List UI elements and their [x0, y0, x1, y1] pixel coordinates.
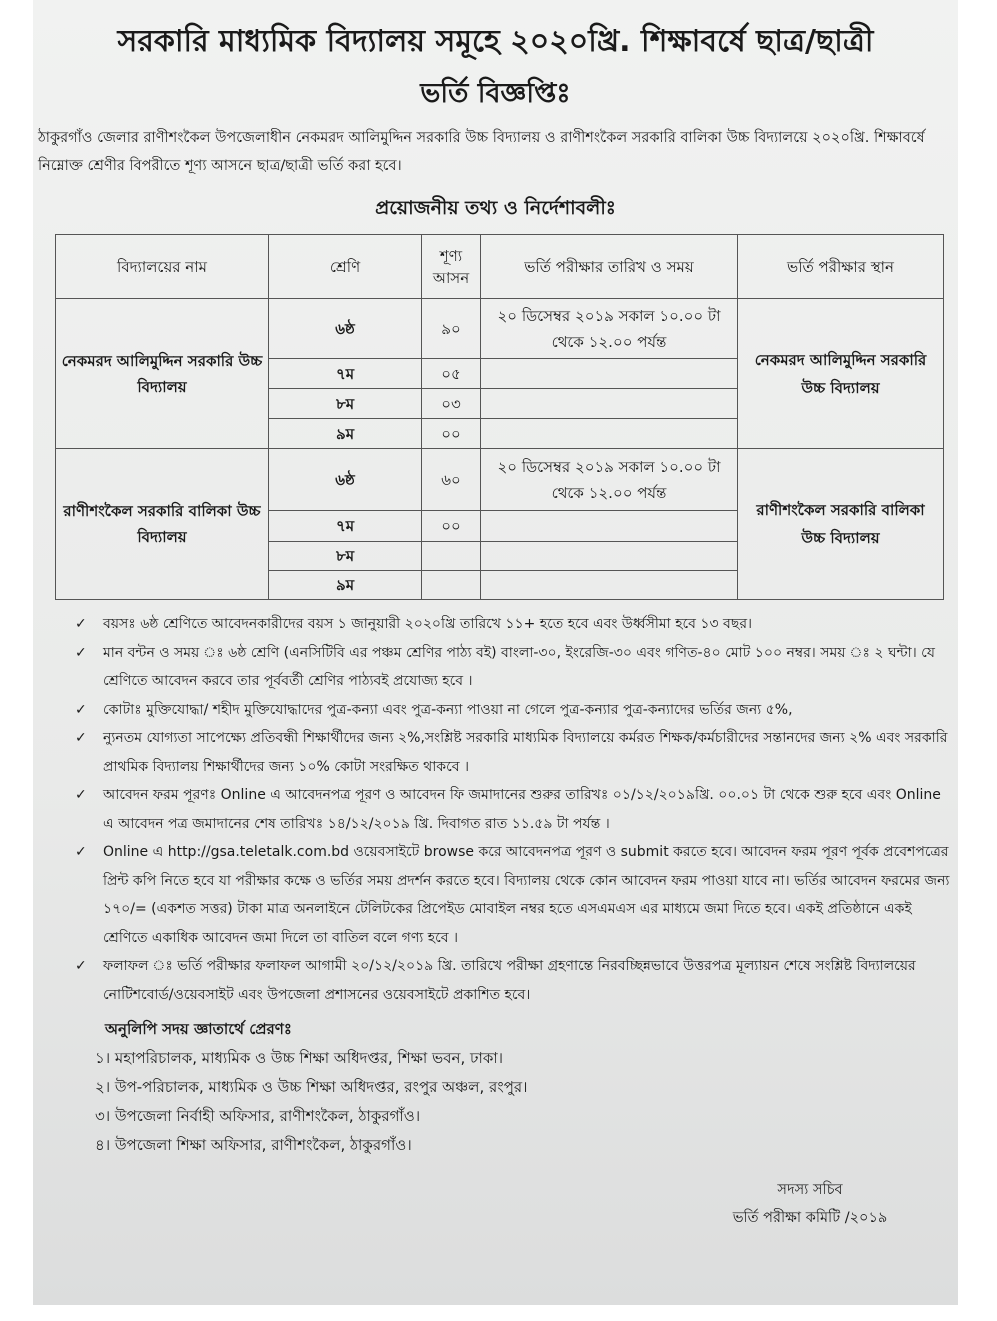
instruction-text: Online এ http://gsa.teletalk.com.bd ওয়েবসাইটে browse করে আবেদনপত্র পূরণ ও submit করতে হবে। আবেদন ফরম পূরণ পূর্বক প্রবেশপত্রের প্রিন্ট কপি নিতে হবে যা পরীক্ষার কক্ষে ও ভর্তির সময় প্রদর্শন করতে হবে। বিদ্যালয় থেকে কোন আবেদন ফরম পাওয়া যাবে না। ভর্তির আবেদন ফরমের জন্য ১৭০/= (একশত সত্তর) টাকা মাত্র অনলাইনে টেলিটকের প্রিপেইড মোবাইল নম্বর হতে এসএমএস এর মাধ্যমে জমা দিতে হবে। একই প্রতিষ্ঠানে একই শ্রেণিতে একাধিক আবেদন জমা দিলে তা বাতিল বলে গণ্য হবে । [103, 844, 950, 946]
exam-date-cell: ২০ ডিসেম্বর ২০১৯ সকাল ১০.০০ টা থেকে ১২.০০ পর্যন্ত [481, 449, 738, 511]
seats-cell: ০৫ [422, 359, 481, 389]
signature-committee: ভর্তি পরীক্ষা কমিটি /২০১৯ [732, 1210, 888, 1226]
copy-recipient: ১। মহাপরিচালক, মাধ্যমিক ও উচ্চ শিক্ষা অধিদপ্তর, শিক্ষা ভবন, ঢাকা। [95, 1049, 504, 1067]
instruction-text: বয়সঃ ৬ষ্ঠ শ্রেণিতে আবেদনকারীদের বয়স ১ জানুয়ারী ২০২০খ্রি তারিখে ১১+ হতে হবে এবং উর্ধ্বসীমা হবে ১৩ বছর। [103, 616, 753, 632]
class-cell: ৮ম [269, 542, 422, 571]
check-icon: ✓ [75, 787, 87, 803]
exam-date-cell [481, 542, 738, 571]
notice-paper [33, 0, 958, 1305]
school-name: নেকমরদ আলিমুদ্দিন সরকারি উচ্চ বিদ্যালয় [56, 299, 269, 449]
copy-recipient: ৪। উপজেলা শিক্ষা অফিসার, রাণীশংকৈল, ঠাকুরগাঁও। [95, 1136, 412, 1154]
copy-section [95, 1015, 958, 1160]
exam-date-cell [481, 359, 738, 389]
instruction-text: মান বন্টন ও সময় ঃ ৬ষ্ঠ শ্রেণি (এনসিটিবি এর পঞ্চম শ্রেণির পাঠ্য বই) বাংলা-৩০, ইংরেজি-৩০ এবং গণিত-৪০ মোট ১০০ নম্বর। সময় ঃ ২ ঘন্টা। যে শ্রেণিতে আবেদন করবে তার পূর্ববর্তী শ্রেণির পাঠ্যবই প্রযোজ্য হবে । [103, 644, 935, 689]
signature-title: সদস্য সচিব [777, 1182, 843, 1198]
seats-cell [422, 571, 481, 600]
admission-table [55, 234, 944, 600]
instruction-item [75, 639, 955, 696]
copy-recipient: ২। উপ-পরিচালক, মাধ্যমিক ও উচ্চ শিক্ষা অধিদপ্তর, রংপুর অঞ্চল, রংপুর। [95, 1078, 528, 1096]
school-name: রাণীশংকৈল সরকারি বালিকা উচ্চ বিদ্যালয় [56, 449, 269, 600]
header-class: শ্রেণি [269, 235, 422, 299]
notice-title: সরকারি মাধ্যমিক বিদ্যালয় সমূহে ২০২০খ্রি. শিক্ষাবর্ষে ছাত্র/ছাত্রী [117, 24, 874, 59]
check-icon: ✓ [75, 844, 87, 860]
exam-date-cell [481, 571, 738, 600]
table-row [56, 449, 944, 511]
signature-block [700, 1176, 920, 1232]
class-cell: ৯ম [269, 419, 422, 449]
class-cell: ৬ষ্ঠ [269, 449, 422, 511]
instruction-item [75, 696, 955, 725]
header-seats: শূণ্য আসন [422, 235, 481, 299]
header-date: ভর্তি পরীক্ষার তারিখ ও সময় [481, 235, 738, 299]
instruction-item [75, 952, 955, 1009]
instruction-item [75, 724, 955, 781]
notice-subtitle: ভর্তি বিজ্ঞপ্তিঃ [420, 78, 571, 109]
instruction-item [75, 838, 955, 952]
header-venue: ভর্তি পরীক্ষার স্থান [738, 235, 944, 299]
seats-cell: ০০ [422, 419, 481, 449]
seats-cell: ০০ [422, 511, 481, 542]
exam-venue: নেকমরদ আলিমুদ্দিন সরকারি উচ্চ বিদ্যালয় [738, 299, 944, 449]
table-header-row [56, 235, 944, 299]
class-cell: ৯ম [269, 571, 422, 600]
seats-cell: ৬০ [422, 449, 481, 511]
instruction-text: আবেদন ফরম পূরণঃ Online এ আবেদনপত্র পূরণ ও আবেদন ফি জমাদানের শুরুর তারিখঃ ০১/১২/২০১৯খ্রি. ০০.০১ টা থেকে শুরু হবে এবং Online এ আবেদন পত্র জমাদানের শেষ তারিখঃ ১৪/১২/২০১৯ খ্রি. দিবাগত রাত ১১.৫৯ টা পর্যন্ত । [103, 787, 941, 832]
exam-date-cell: ২০ ডিসেম্বর ২০১৯ সকাল ১০.০০ টা থেকে ১২.০০ পর্যন্ত [481, 299, 738, 359]
instruction-text: ন্যুনতম যোগ্যতা সাপেক্ষ্যে প্রতিবন্ধী শিক্ষার্থীদের জন্য ২%,সংশ্লিষ্ট সরকারি মাধ্যমিক বিদ্যালয়ে কর্মরত শিক্ষক/কর্মচারীদের সন্তানদের জন্য ২% এবং সরকারি প্রাথমিক বিদ্যালয় শিক্ষার্থীদের জন্য ১০% কোটা সংরক্ষিত থাকবে । [103, 730, 948, 775]
class-cell: ৭ম [269, 359, 422, 389]
class-cell: ৭ম [269, 511, 422, 542]
header-school: বিদ্যালয়ের নাম [56, 235, 269, 299]
instruction-text: ফলাফল ঃ ভর্তি পরীক্ষার ফলাফল আগামী ২০/১২/২০১৯ খ্রি. তারিখে পরীক্ষা গ্রহণান্তে নিরবচ্ছিন্নভাবে উত্তরপত্র মূল্যায়ন শেষে সংশ্লিষ্ট বিদ্যালয়ের নোটিশবোর্ড/ওয়েবসাইট এবং উপজেলা প্রশাসনের ওয়েবসাইটে প্রকাশিত হবে। [103, 958, 916, 1003]
check-icon: ✓ [75, 958, 87, 974]
seats-cell [422, 542, 481, 571]
check-icon: ✓ [75, 616, 87, 632]
copy-heading: অনুলিপি সদয় জ্ঞাতার্থে প্রেরণঃ [105, 1020, 292, 1038]
copy-recipient: ৩। উপজেলা নির্বাহী অফিসার, রাণীশংকৈল, ঠাকুরগাঁও। [95, 1107, 421, 1125]
check-icon: ✓ [75, 730, 87, 746]
exam-date-cell [481, 389, 738, 419]
seats-cell: ৯০ [422, 299, 481, 359]
check-icon: ✓ [75, 644, 87, 661]
intro-paragraph: ঠাকুরগাঁও জেলার রাণীশংকৈল উপজেলাধীন নেকমরদ আলিমুদ্দিন সরকারি উচ্চ বিদ্যালয় ও রাণীশংকৈল সরকারি বালিকা উচ্চ বিদ্যালয়ে ২০২০খ্রি. শিক্ষাবর্ষে নিম্নোক্ত শ্রেণীর বিপরীতে শূণ্য আসনে ছাত্র/ছাত্রী ভর্তি করা হবে। [38, 130, 925, 174]
check-icon: ✓ [75, 701, 87, 718]
exam-date-cell [481, 511, 738, 542]
instructions-list [75, 610, 955, 1009]
exam-date-cell [481, 419, 738, 449]
seats-cell: ০৩ [422, 389, 481, 419]
class-cell: ৬ষ্ঠ [269, 299, 422, 359]
exam-venue: রাণীশংকৈল সরকারি বালিকা উচ্চ বিদ্যালয় [738, 449, 944, 600]
instruction-item [75, 610, 955, 639]
instruction-item [75, 781, 955, 838]
section-heading: প্রয়োজনীয় তথ্য ও নির্দেশাবলীঃ [375, 197, 616, 219]
instruction-text: কোটাঃ মুক্তিযোদ্ধা/ শহীদ মুক্তিযোদ্ধাদের পুত্র-কন্যা এবং পুত্র-কন্যা পাওয়া না গেলে পুত্র-কন্যার পুত্র-কন্যাদের ভর্তির জন্য ৫%, [103, 701, 793, 718]
class-cell: ৮ম [269, 389, 422, 419]
table-row [56, 299, 944, 359]
